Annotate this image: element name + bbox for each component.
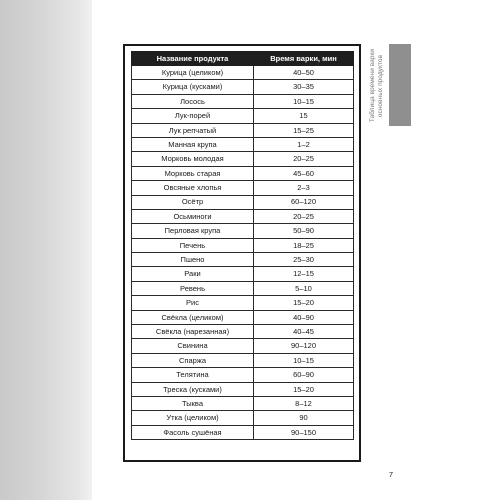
product-name-cell: Лосось [132,94,254,108]
product-name-cell: Морковь старая [132,166,254,180]
product-name-cell: Курица (целиком) [132,66,254,80]
product-name-cell: Тыква [132,396,254,410]
table-row [132,109,354,123]
product-name-cell: Свинина [132,339,254,353]
table-row [132,66,354,80]
cooking-time-cell: 15 [254,109,354,123]
table-row [132,195,354,209]
product-name-cell: Манная крупа [132,137,254,151]
product-name-cell: Ревень [132,281,254,295]
product-name-cell: Перловая крупа [132,224,254,238]
table-row [132,166,354,180]
cooking-time-cell: 40–90 [254,310,354,324]
header-cooking-time: Время варки, мин [254,52,354,66]
table-row [132,181,354,195]
cooking-time-cell: 90–150 [254,425,354,439]
product-name-cell: Осётр [132,195,254,209]
side-caption-line-2: основных продуктов [377,54,384,118]
table-row [132,411,354,425]
cooking-time-cell: 40–45 [254,325,354,339]
cooking-time-cell: 90–120 [254,339,354,353]
side-caption [366,44,388,128]
product-name-cell: Морковь молодая [132,152,254,166]
product-name-cell: Свёкла (целиком) [132,310,254,324]
table-row [132,209,354,223]
product-name-cell: Телятина [132,368,254,382]
cooking-time-cell: 90 [254,411,354,425]
table-row [132,267,354,281]
cooking-time-cell: 20–25 [254,209,354,223]
cooking-time-cell: 15–25 [254,123,354,137]
header-product-name: Название продукта [132,52,254,66]
table-row [132,238,354,252]
product-name-cell: Курица (кусками) [132,80,254,94]
product-name-cell: Рис [132,296,254,310]
table-row [132,281,354,295]
cooking-time-cell: 50–90 [254,224,354,238]
side-caption-line-1: Таблица времени варки [369,49,376,123]
cooking-time-cell: 15–20 [254,296,354,310]
table-row [132,368,354,382]
product-name-cell: Спаржа [132,353,254,367]
cooking-time-cell: 60–120 [254,195,354,209]
cooking-time-table-frame [123,44,361,462]
table-row [132,152,354,166]
cooking-time-cell: 10–15 [254,94,354,108]
product-name-cell: Раки [132,267,254,281]
table-row [132,123,354,137]
page-number: 7 [388,470,394,479]
cooking-time-cell: 10–15 [254,353,354,367]
product-name-cell: Утка (целиком) [132,411,254,425]
table-row [132,339,354,353]
product-name-cell: Лук-порей [132,109,254,123]
product-name-cell: Свёкла (нарезанная) [132,325,254,339]
table-row [132,425,354,439]
book-gutter-shadow [0,0,92,500]
table-row [132,310,354,324]
product-name-cell: Печень [132,238,254,252]
cooking-time-cell: 25–30 [254,253,354,267]
table-header-row [132,52,354,66]
table-row [132,296,354,310]
cooking-time-cell: 12–15 [254,267,354,281]
table-body [132,66,354,440]
product-name-cell: Лук репчатый [132,123,254,137]
product-name-cell: Треска (кусками) [132,382,254,396]
cooking-time-cell: 45–60 [254,166,354,180]
cooking-time-cell: 40–50 [254,66,354,80]
cooking-time-table [131,51,354,440]
cooking-time-cell: 20–25 [254,152,354,166]
table-row [132,80,354,94]
table-row [132,382,354,396]
product-name-cell: Пшено [132,253,254,267]
cooking-time-cell: 5–10 [254,281,354,295]
table-row [132,224,354,238]
cooking-time-cell: 1–2 [254,137,354,151]
cooking-time-cell: 2–3 [254,181,354,195]
cooking-time-cell: 15–20 [254,382,354,396]
cooking-time-cell: 60–90 [254,368,354,382]
table-row [132,253,354,267]
product-name-cell: Овсяные хлопья [132,181,254,195]
product-name-cell: Осьминоги [132,209,254,223]
table-row [132,325,354,339]
cooking-time-cell: 30–35 [254,80,354,94]
cooking-time-cell: 8–12 [254,396,354,410]
table-row [132,137,354,151]
table-row [132,396,354,410]
table-row [132,94,354,108]
side-tab-marker [389,44,411,126]
table-row [132,353,354,367]
product-name-cell: Фасоль сушёная [132,425,254,439]
cooking-time-cell: 18–25 [254,238,354,252]
